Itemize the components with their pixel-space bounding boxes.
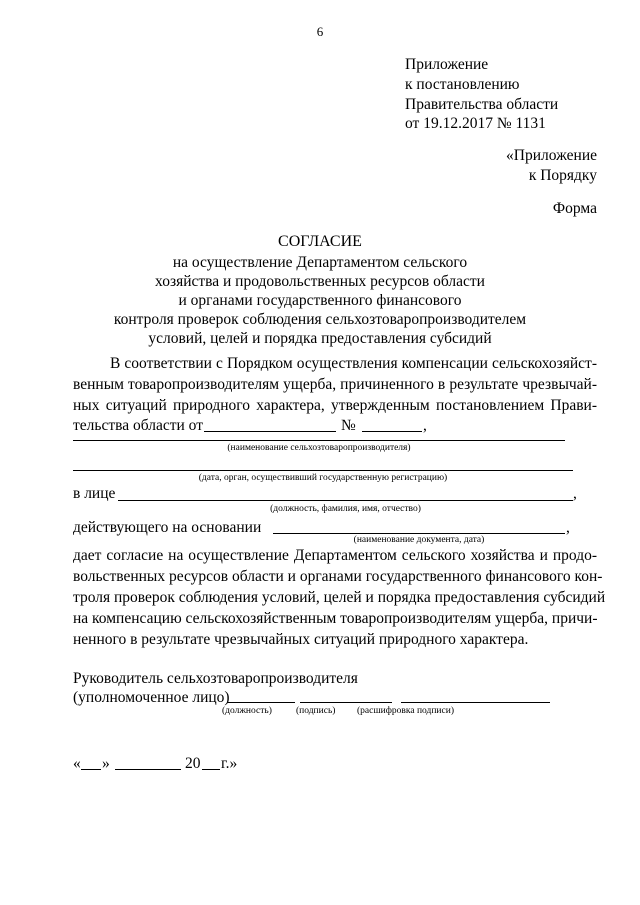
appendix-order-line1: «Приложение: [506, 147, 597, 164]
consent-paragraph: [73, 545, 606, 650]
date-close-quote: »: [102, 755, 110, 772]
appendix-header-line1: Приложение: [405, 56, 489, 73]
date-open-quote: «: [73, 755, 81, 772]
page-number: 6: [316, 24, 324, 39]
appendix-order-line2: к Порядку: [528, 167, 597, 184]
title-line4: контроля проверок соблюдения сельхозтоваропроизводителем: [113, 311, 527, 328]
number-sign: №: [341, 417, 356, 434]
title-line2: хозяйства и продовольственных ресурсов области: [155, 273, 485, 290]
intro-line4-start: тельства области от: [73, 417, 203, 434]
consent-line1: дает согласие на осуществление Департаментом сельского хозяйства и продо-: [73, 547, 597, 564]
consent-line2: вольственных ресурсов области и органами государственного финансового кон-: [73, 568, 603, 585]
date-year-suffix: г.»: [221, 755, 238, 772]
appendix-header-line3: Правительства области: [405, 96, 559, 113]
date-year-prefix: 20: [185, 755, 201, 772]
consent-line4: на компенсацию сельскохозяйственным товаропроизводителям ущерба, причи-: [73, 610, 598, 627]
appendix-header-line4: от 19.12.2017 № 1131: [405, 115, 546, 132]
signatory-position-field[interactable]: [227, 702, 295, 703]
position-name-caption: (должность, фамилия, имя, отчество): [270, 504, 421, 514]
in-person-label: в лице: [73, 485, 116, 502]
position-comma: ,: [573, 485, 577, 502]
intro-paragraph: [73, 353, 597, 416]
producer-name-field[interactable]: [73, 440, 565, 441]
intro-line2: венным товаропроизводителям ущерба, причиненного в результате чрезвычай-: [73, 376, 597, 393]
date-year-field[interactable]: [202, 769, 220, 770]
date-day-field[interactable]: [81, 769, 101, 770]
caption-signature: (подпись): [296, 706, 336, 716]
intro-line3: ных ситуаций природного характера, утвержденным постановлением Прави-: [73, 397, 597, 414]
registration-caption: (дата, орган, осуществивший государственную регистрацию): [198, 473, 448, 483]
signature-line1: Руководитель сельхозтоваропроизводителя: [73, 670, 358, 687]
form-label: Форма: [552, 200, 597, 217]
registration-field[interactable]: [73, 470, 573, 471]
signatory-decode-field[interactable]: [401, 702, 550, 703]
title-line3: и органами государственного финансового: [178, 292, 462, 309]
position-name-field[interactable]: [118, 500, 573, 501]
acting-basis-label: действующего на основании: [73, 519, 262, 536]
caption-position: (должность): [222, 706, 272, 716]
intro-line1: В соответствии с Порядком осуществления компенсации сельскохозяйст-: [110, 355, 597, 372]
decree-date-field[interactable]: [204, 431, 336, 432]
basis-comma: ,: [566, 519, 570, 536]
title-line1: на осуществление Департаментом сельского: [172, 254, 468, 271]
consent-line3: троля проверок соблюдения условий, целей и порядка предоставления субсидий: [73, 589, 606, 606]
intro-line4-end: ,: [423, 417, 427, 434]
producer-name-caption: (наименование сельхозтоваропроизводителя): [227, 443, 411, 453]
title-line5: условий, целей и порядка предоставления субсидий: [148, 330, 492, 347]
signature-line2: (уполномоченное лицо): [73, 689, 230, 706]
date-month-field[interactable]: [115, 769, 181, 770]
decree-number-field[interactable]: [362, 431, 422, 432]
caption-decode: (расшифровка подписи): [357, 706, 454, 716]
appendix-header-line2: к постановлению: [405, 76, 520, 93]
basis-document-caption: (наименование документа, дата): [353, 535, 485, 545]
title-heading: СОГЛАСИЕ: [278, 233, 362, 250]
signatory-signature-field[interactable]: [300, 702, 392, 703]
consent-line5: ненного в результате чрезвычайных ситуаций природного характера.: [73, 631, 529, 648]
basis-document-field[interactable]: [273, 533, 565, 534]
